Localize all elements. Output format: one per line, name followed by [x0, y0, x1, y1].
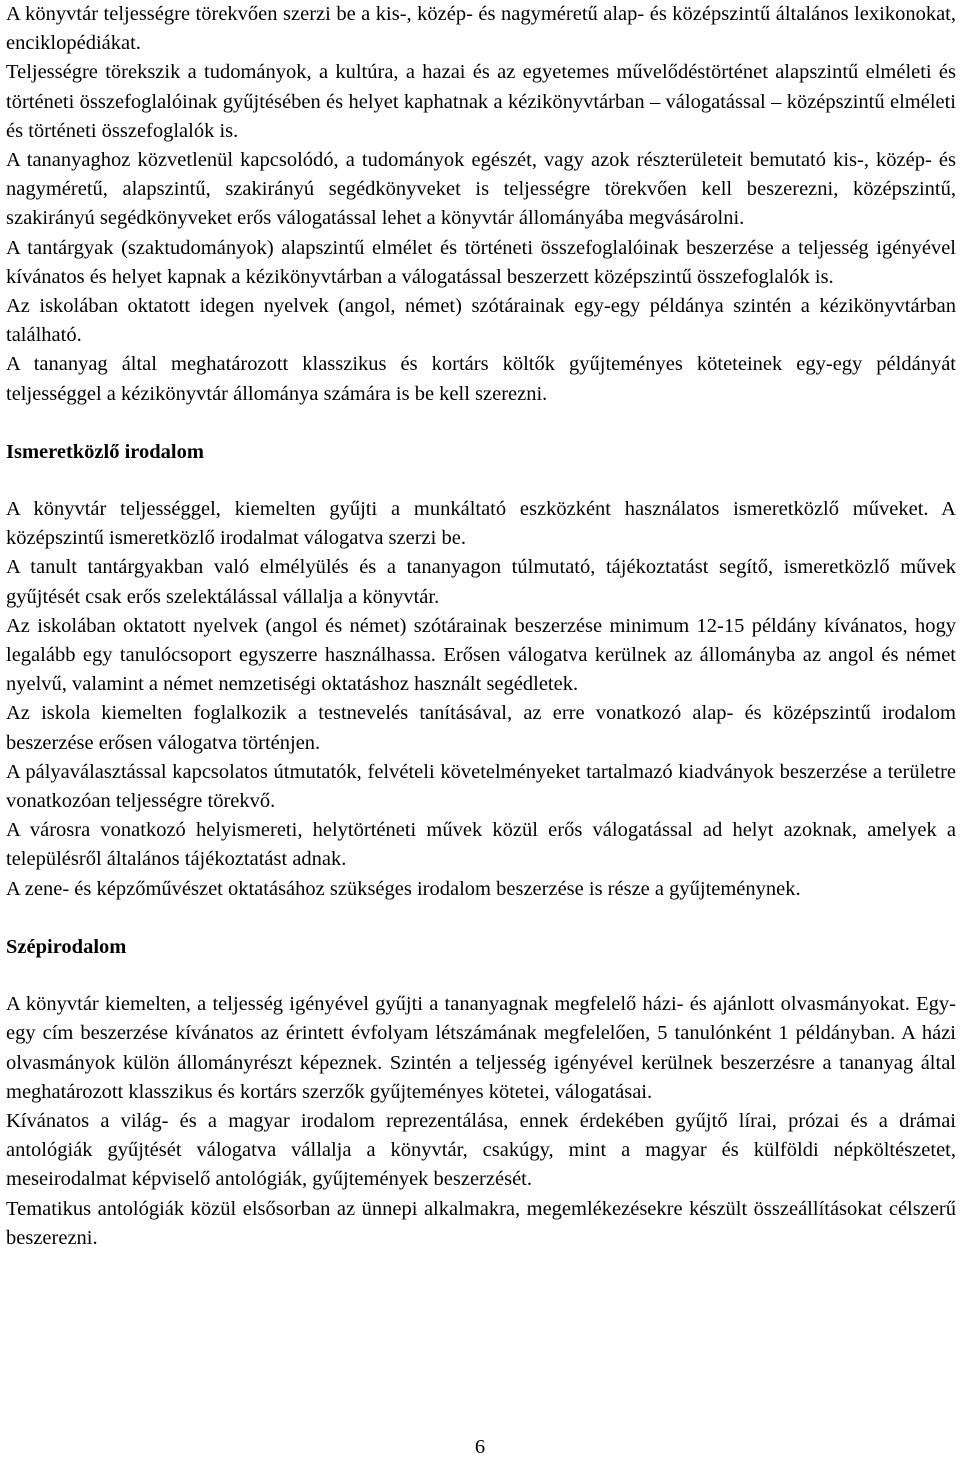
- intro-paragraph-2: Teljességre törekszik a tudományok, a kultúra, a hazai és az egyetemes művelődéstörténet alapszintű elméleti és történeti összefoglalóinak gyűjtésében és helyet kaphatnak a kézikönyvtárban – válogatással – középszintű elméleti és történeti összefoglalók is.: [6, 61, 956, 142]
- spacer: [6, 904, 956, 933]
- intro-paragraph-6: A tananyag által meghatározott klasszikus és kortárs költők gyűjteményes köteteinek egy-egy példányát teljességgel a kézikönyvtár állománya számára is be kell szerezni.: [6, 353, 956, 405]
- ismeretkozlo-paragraph-5: A pályaválasztással kapcsolatos útmutatók, felvételi követelményeket tartalmazó kiadványok beszerzése a területre vonatkozóan teljességre törekvő.: [6, 760, 956, 813]
- document-page: [6, 0, 956, 1253]
- intro-paragraph-1: A könyvtár teljességre törekvően szerzi be a kis-, közép- és nagyméretű alap- és középszintű általános lexikonokat, enciklopédiákat.: [6, 3, 956, 55]
- ismeretkozlo-paragraph-2: A tanult tantárgyakban való elmélyülés és a tananyagon túlmutató, tájékoztatást segítő, ismeretközlő művek gyűjtését csak erős szelektálással vállalja a könyvtár.: [6, 556, 956, 608]
- ismeretkozlo-paragraph-4: Az iskola kiemelten foglalkozik a testnevelés tanításával, az erre vonatkozó alap- és középszintű irodalom beszerzése erősen válogatva történjen.: [6, 702, 956, 754]
- szepirodalom-paragraph-3: Tematikus antológiák közül elsősorban az ünnepi alkalmakra, megemlékezésekre készült összeállításokat célszerű beszerezni.: [6, 1197, 956, 1249]
- ismeretkozlo-paragraph-7: A zene- és képzőművészet oktatásához szükséges irodalom beszerzése is része a gyűjteménynek.: [6, 877, 801, 900]
- ismeretkozlo-paragraph-1: A könyvtár teljességgel, kiemelten gyűjti a munkáltató eszközként használatos ismeretközlő műveket. A középszintű ismeretközlő irodalmat válogatva szerzi be.: [6, 498, 956, 550]
- szepirodalom-paragraph-2: Kívánatos a világ- és a magyar irodalom reprezentálása, ennek érdekében gyűjtő lírai, prózai és a drámai antológiák gyűjtését válogatva vállalja a könyvtár, csakúgy, mint a magyar és külföldi népköltészetet, meseirodalmat képviselő antológiák, gyűjtemények beszerzését.: [6, 1109, 956, 1191]
- intro-paragraph-3: A tananyaghoz közvetlenül kapcsolódó, a tudományok egészét, vagy azok részterületeit bemutató kis-, közép- és nagyméretű, alapszintű, szakirányú segédkönyveket is teljességre törekvően kell beszerezni, középszintű, szakirányú segédkönyveket erős válogatással lehet a könyvtár állományába megvásárolni.: [6, 149, 956, 230]
- section-heading-ismeretkozlo: Ismeretközlő irodalom: [6, 440, 204, 463]
- page-number: 6: [474, 1436, 486, 1458]
- szepirodalom-paragraph-1: A könyvtár kiemelten, a teljesség igényével gyűjti a tananyagnak megfelelő házi- és ajánlott olvasmányokat. Egy-egy cím beszerzése kívánatos az érintett évfolyam létszámának megfelelően, 5 tanulónként 1 példányban. A házi olvasmányok külön állományrészt képeznek. Szintén a teljesség igényével kerülnek beszerzésre a tananyag által meghatározott klasszikus és kortárs szerzők gyűjteményes kötetei, válogatásai.: [6, 993, 956, 1103]
- ismeretkozlo-paragraph-3: Az iskolában oktatott nyelvek (angol és német) szótárainak beszerzése minimum 12-15 példány kívánatos, hogy legalább egy tanulócsoport egyszerre használhassa. Erősen válogatva kerülnek az állományba az angol és német nyelvű, valamint a német nemzetiségi oktatáshoz használt segédletek.: [6, 614, 956, 696]
- intro-paragraph-5: Az iskolában oktatott idegen nyelvek (angol, német) szótárainak egy-egy példánya szintén a kézikönyvtárban található.: [6, 295, 956, 347]
- section-heading-szepirodalom: Szépirodalom: [6, 935, 127, 958]
- ismeretkozlo-paragraph-6: A városra vonatkozó helyismereti, helytörténeti művek közül erős válogatással ad helyt azoknak, amelyek a településről általános tájékoztatást adnak.: [6, 819, 956, 871]
- spacer: [6, 467, 956, 495]
- spacer: [6, 409, 956, 438]
- intro-paragraph-4: A tantárgyak (szaktudományok) alapszintű elmélet és történeti összefoglalóinak beszerzése a teljesség igényével kívánatos és helyet kapnak a kézikönyvtárban a válogatással beszerzett középszintű összefoglalók is.: [6, 236, 956, 288]
- spacer: [6, 962, 956, 990]
